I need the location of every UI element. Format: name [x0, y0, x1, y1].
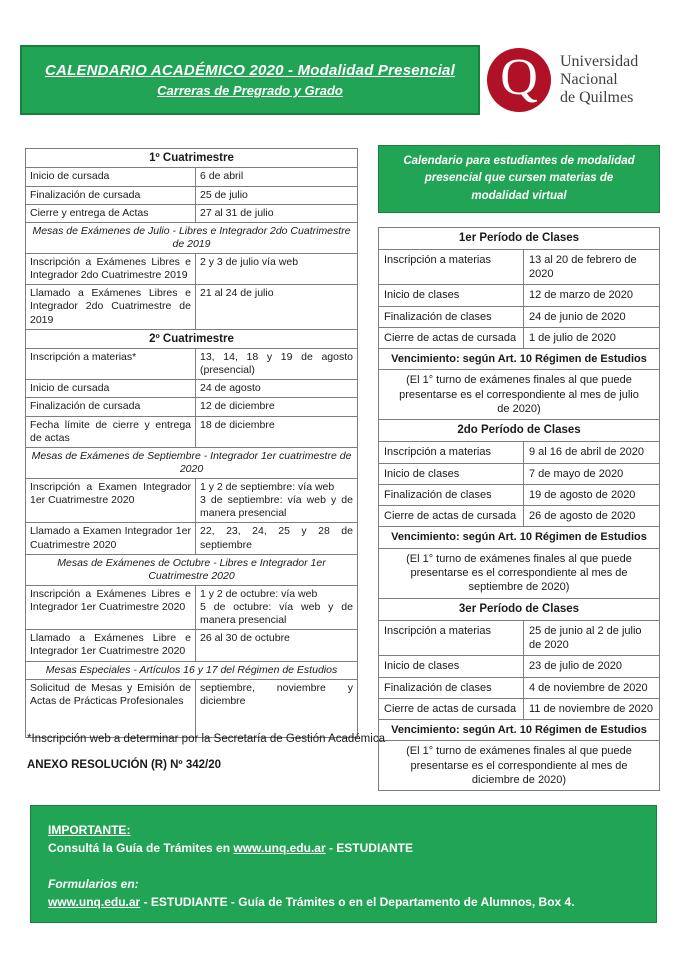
table-row	[379, 349, 660, 370]
row-value: 11 de noviembre de 2020	[524, 698, 660, 719]
section-header: 2do Período de Clases	[379, 420, 660, 442]
row-value: 1 y 2 de septiembre: vía web 3 de septiembre: vía web y de manera presencial	[196, 479, 358, 523]
row-label: Inicio de clases	[379, 285, 524, 306]
web-inscription-footnote: *Inscripción web a determinar por la Secretaría de Gestión Académica	[27, 733, 385, 745]
forms-line	[48, 893, 639, 911]
virtual-calendar-banner: Calendario para estudiantes de modalidad presencial que cursen materias de modalidad virtual	[378, 145, 660, 213]
row-value: 13 al 20 de febrero de 2020	[524, 249, 660, 285]
row-label: Cierre y entrega de Actas	[26, 204, 196, 222]
spanning-note: Mesas de Exámenes de Octubre - Libres e Integrador 1er Cuatrimestre 2020	[26, 554, 358, 585]
row-value: 27 al 31 de julio	[196, 204, 358, 222]
page-title: CALENDARIO ACADÉMICO 2020 - Modalidad Presencial	[45, 62, 455, 79]
table-row	[379, 698, 660, 719]
table-row	[26, 380, 358, 398]
row-label: Inscripción a materias	[379, 249, 524, 285]
row-label: Inscripción a Exámenes Libres e Integrador 2do Cuatrimestre 2019	[26, 254, 196, 285]
row-label: Inscripción a Examen Integrador 1er Cuatrimestre 2020	[26, 479, 196, 523]
row-value: 18 de diciembre	[196, 416, 358, 447]
row-value: septiembre, noviembre y diciembre	[196, 679, 358, 737]
table-row	[379, 306, 660, 327]
spanning-note: (El 1° turno de exámenes finales al que puede presentarse es el correspondiente al mes de septiembre de 2020)	[379, 548, 660, 598]
periods-table	[378, 227, 660, 792]
spanning-note: (El 1° turno de exámenes finales al que puede presentarse es el correspondiente al mes de julio de 2020)	[379, 370, 660, 420]
table-row	[26, 523, 358, 554]
table-row	[26, 204, 358, 222]
table-row	[379, 463, 660, 484]
row-label: Llamado a Exámenes Libres e Integrador 2do Cuatrimestre de 2019	[26, 285, 196, 329]
table-row	[379, 598, 660, 620]
row-value: 2 y 3 de julio vía web	[196, 254, 358, 285]
table-row	[26, 149, 358, 168]
table-row	[379, 327, 660, 348]
row-label: Inscripción a Exámenes Libres e Integrador 1er Cuatrimestre 2020	[26, 585, 196, 629]
section-header: 1er Período de Clases	[379, 227, 660, 249]
row-value: 7 de mayo de 2020	[524, 463, 660, 484]
unq-logo	[487, 44, 638, 116]
row-value: 21 al 24 de julio	[196, 285, 358, 329]
section-header: 1º Cuatrimestre	[26, 149, 358, 168]
table-row	[26, 254, 358, 285]
row-value: 24 de junio de 2020	[524, 306, 660, 327]
table-row	[26, 554, 358, 585]
university-name-line: Nacional	[560, 71, 618, 89]
table-row	[379, 527, 660, 548]
row-label: Cierre de actas de cursada	[379, 327, 524, 348]
table-row	[379, 620, 660, 656]
table-row	[379, 548, 660, 598]
table-row	[26, 416, 358, 447]
important-heading: IMPORTANTE:	[48, 823, 131, 837]
row-label: Finalización de clases	[379, 484, 524, 505]
table-row	[379, 484, 660, 505]
row-label: Inicio de cursada	[26, 168, 196, 186]
logo-letter: Q	[500, 49, 538, 106]
row-label: Cierre de actas de cursada	[379, 506, 524, 527]
guide-line-text: Consultá la Guía de Trámites en	[48, 841, 234, 855]
table-row	[26, 186, 358, 204]
row-label: Inscripción a materias*	[26, 349, 196, 380]
spanning-note: Vencimiento: según Art. 10 Régimen de Estudios	[379, 720, 660, 741]
unq-link-2[interactable]: www.unq.edu.ar	[48, 895, 141, 909]
table-row	[379, 420, 660, 442]
row-label: Finalización de cursada	[26, 186, 196, 204]
row-label: Finalización de cursada	[26, 398, 196, 416]
spanning-note: Mesas Especiales - Artículos 16 y 17 del Régimen de Estudios	[26, 661, 358, 679]
semester-calendar-column	[25, 148, 358, 738]
row-label: Inicio de cursada	[26, 380, 196, 398]
row-value: 1 y 2 de octubre: vía web 5 de octubre: vía web y de manera presencial	[196, 585, 358, 629]
section-header: 2º Cuatrimestre	[26, 329, 358, 348]
page-title-banner	[20, 45, 480, 115]
table-row	[26, 398, 358, 416]
table-row	[26, 679, 358, 737]
anexo-r-note: ANEXO RESOLUCIÓN (R) Nº 342/20	[27, 759, 221, 771]
table-row	[379, 656, 660, 677]
table-row	[379, 720, 660, 741]
table-row	[379, 442, 660, 463]
row-label: Fecha límite de cierre y entrega de actas	[26, 416, 196, 447]
row-value: 6 de abril	[196, 168, 358, 186]
logo-q-icon	[487, 48, 551, 112]
row-value: 4 de noviembre de 2020	[524, 677, 660, 698]
section-header: 3er Período de Clases	[379, 598, 660, 620]
university-name-line: de Quilmes	[560, 88, 634, 106]
forms-line-suffix: - ESTUDIANTE - Guía de Trámites o en el Departamento de Alumnos, Box 4.	[140, 895, 575, 909]
row-label: Solicitud de Mesas y Emisión de Actas de Prácticas Profesionales	[26, 679, 196, 737]
spanning-note: Vencimiento: según Art. 10 Régimen de Estudios	[379, 527, 660, 548]
row-value: 19 de agosto de 2020	[524, 484, 660, 505]
spanning-note: Mesas de Exámenes de Septiembre - Integrador 1er cuatrimestre de 2020	[26, 447, 358, 478]
row-label: Llamado a Examen Integrador 1er Cuatrimestre 2020	[26, 523, 196, 554]
table-row	[379, 677, 660, 698]
row-label: Inscripción a materias	[379, 620, 524, 656]
table-row	[379, 227, 660, 249]
row-label: Cierre de actas de cursada	[379, 698, 524, 719]
table-row	[26, 349, 358, 380]
university-name	[560, 53, 638, 107]
table-row	[26, 630, 358, 661]
unq-link-1[interactable]: www.unq.edu.ar	[233, 841, 326, 855]
row-value: 12 de diciembre	[196, 398, 358, 416]
row-value: 24 de agosto	[196, 380, 358, 398]
table-row	[379, 249, 660, 285]
table-row	[26, 285, 358, 329]
row-label: Llamado a Exámenes Libre e Integrador 1er Cuatrimestre 2020	[26, 630, 196, 661]
row-label: Inscripción a materias	[379, 442, 524, 463]
table-row	[379, 506, 660, 527]
forms-heading: Formularios en:	[48, 877, 139, 891]
table-row	[379, 370, 660, 420]
row-value: 26 al 30 de octubre	[196, 630, 358, 661]
table-row	[379, 741, 660, 791]
table-row	[26, 661, 358, 679]
important-banner	[30, 805, 657, 923]
virtual-calendar-column	[378, 145, 660, 829]
row-value: 1 de julio de 2020	[524, 327, 660, 348]
row-value: 13, 14, 18 y 19 de agosto (presencial)	[196, 349, 358, 380]
row-value: 22, 23, 24, 25 y 28 de septiembre	[196, 523, 358, 554]
university-name-line: Universidad	[560, 53, 639, 71]
row-label: Inicio de clases	[379, 656, 524, 677]
table-row	[26, 479, 358, 523]
row-value: 23 de julio de 2020	[524, 656, 660, 677]
row-value: 26 de agosto de 2020	[524, 506, 660, 527]
spanning-note: Vencimiento: según Art. 10 Régimen de Estudios	[379, 349, 660, 370]
spanning-note: (El 1° turno de exámenes finales al que puede presentarse es el correspondiente al mes de diciembre de 2020)	[379, 741, 660, 791]
guide-line	[48, 839, 639, 857]
page-subtitle: Carreras de Pregrado y Grado	[157, 83, 343, 98]
row-value: 25 de julio	[196, 186, 358, 204]
table-row	[26, 585, 358, 629]
row-label: Finalización de clases	[379, 677, 524, 698]
row-label: Finalización de clases	[379, 306, 524, 327]
semester-table	[25, 148, 358, 738]
table-row	[26, 222, 358, 253]
row-value: 9 al 16 de abril de 2020	[524, 442, 660, 463]
table-row	[26, 329, 358, 348]
spanning-note: Mesas de Exámenes de Julio - Libres e Integrador 2do Cuatrimestre de 2019	[26, 222, 358, 253]
row-value: 25 de junio al 2 de julio de 2020	[524, 620, 660, 656]
row-value: 12 de marzo de 2020	[524, 285, 660, 306]
row-label: Inicio de clases	[379, 463, 524, 484]
table-row	[379, 285, 660, 306]
table-row	[26, 447, 358, 478]
guide-line-suffix: - ESTUDIANTE	[325, 841, 413, 855]
table-row	[26, 168, 358, 186]
